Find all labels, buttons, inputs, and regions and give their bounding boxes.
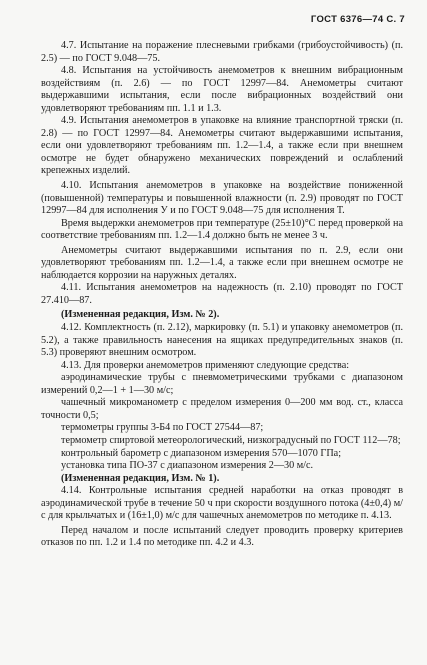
amendment-note-2: (Измененная редакция, Изм. № 2). <box>61 309 220 321</box>
equipment-item-alcohol-thermometer: термометр спиртовой метеорологический, низкоградусный по ГОСТ 112—78; <box>61 434 401 446</box>
equipment-item-micromanometer: чашечный микроманометр с пределом измерения 0—200 мм вод. ст., класса точности 0,5; <box>41 397 403 421</box>
paragraph-4-14-check: Перед началом и после испытаний следует проводить проверку критериев отказов по пп. 1.2 и 1.4 по методике пп. 4.2 и 4.3. <box>41 524 403 549</box>
paragraph-4-7: 4.7. Испытание на поражение плесневыми грибками (грибоустойчивость) (п. 2.5) — по ГОСТ 9.048—75. <box>41 40 403 64</box>
paragraph-4-13: 4.13. Для проверки анемометров применяют следующие средства: <box>61 359 350 371</box>
paragraph-4-8: 4.8. Испытания на устойчивость анемометров к внешним вибрационным воздействиям (п. 2.6) — по ГОСТ 12997—84. Анемометры считают выдержавшими испытания, если после вибрационных воздействий они удовлетворяют требованиям пп. 1.1 и 1.3. <box>41 65 403 114</box>
equipment-item-wind-tunnels: аэродинамические трубы с пневмометрическими трубками с диапазоном измерений 0,2—1 + 1—30 м/с; <box>41 372 403 396</box>
paragraph-4-9: 4.9. Испытания анемометров в упаковке на влияние транспортной тряски (п. 2.8) — по ГОСТ 12997—84. Анемометры считают выдержавшими испытания, если они удовлетворяют требованиям пп. 1.2—1.4, а также если при внешнем осмотре не будет обнаружено механических повреждений и ослаблений крепежных изделий. <box>41 115 403 177</box>
paragraph-4-14: 4.14. Контрольные испытания средней наработки на отказ проводят в аэродинамической трубе в течение 50 ч при скорости воздушного потока (4±0,4) м/с для крыльчатых и (16±1,0) м/с для чашечных анемометров по методике п. 4.13. <box>41 485 403 522</box>
equipment-item-po37: установка типа ПО-37 с диапазоном измерения 2—30 м/с. <box>61 460 314 472</box>
equipment-item-barometer: контрольный барометр с диапазоном измерения 570—1070 ГПа; <box>61 447 342 459</box>
paragraph-4-11: 4.11. Испытания анемометров на надежность (п. 2.10) проводят по ГОСТ 27.410—87. <box>41 282 403 306</box>
paragraph-4-10-time: Время выдержки анемометров при температуре (25±10)°С перед проверкой на соответствие требованиям пп. 1.2—1.4 должно быть не менее 3 ч. <box>41 217 403 242</box>
equipment-item-thermometers: термометры группы 3-Б4 по ГОСТ 27544—87; <box>61 422 264 434</box>
paragraph-4-10: 4.10. Испытания анемометров в упаковке на воздействие пониженной (повышенной) температуры и повышенной влажности (п. 2.9) проводят по ГОСТ 12997—84 для исполнения У и по ГОСТ 9.048—75 для исполнения Т. <box>41 180 403 217</box>
page-header: ГОСТ 6376—74 С. 7 <box>310 14 405 25</box>
document-body <box>41 40 403 550</box>
paragraph-4-10-criteria: Анемометры считают выдержавшими испытания по п. 2.9, если они удовлетворяют требованиям пп. 1.2—1.4, а также если при внешнем осмотре не наблюдается коррозии на наружных деталях. <box>41 244 403 281</box>
amendment-note-1: (Измененная редакция, Изм. № 1). <box>61 472 220 484</box>
paragraph-4-12: 4.12. Комплектность (п. 2.12), маркировку (п. 5.1) и упаковку анемометров (п. 5.2), а также правильность нанесения на ящиках предупредительных знаков (п. 5.3) проверяют внешним осмотром. <box>41 322 403 359</box>
